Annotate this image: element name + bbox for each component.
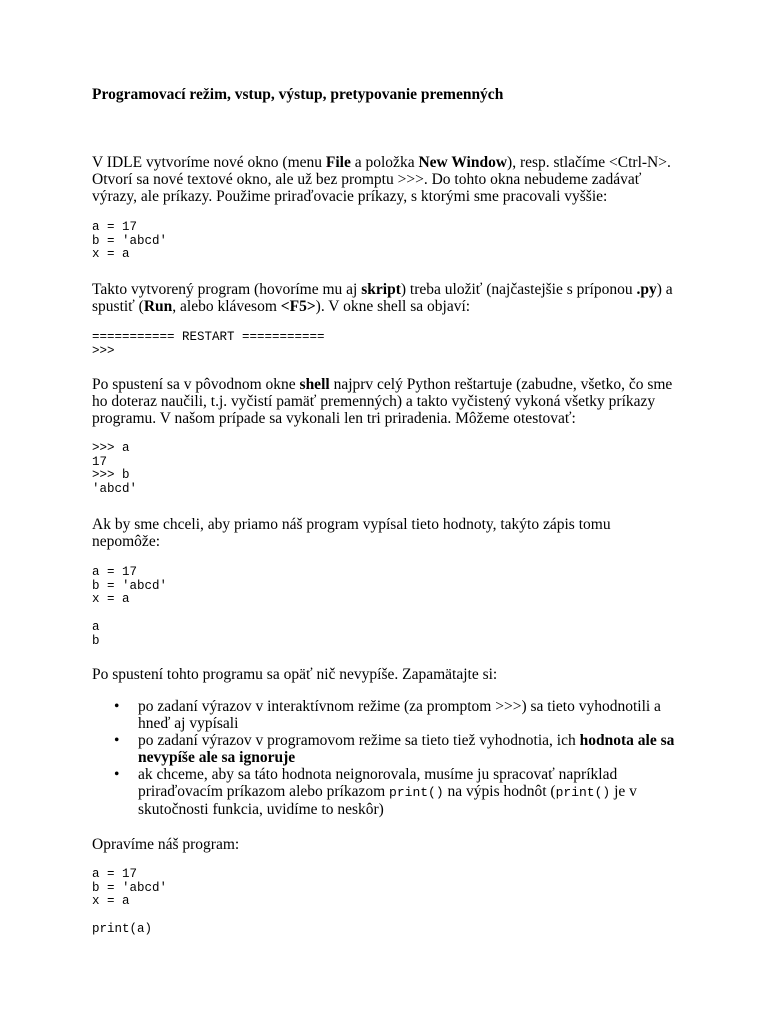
code-block-shell-test: >>> a 17 >>> b 'abcd' [92, 441, 138, 496]
text-run: po zadaní výrazov v interaktívnom režime (za promptom >>>) sa tieto vyhodnotili a hneď aj vypísali [138, 698, 661, 732]
code-block-assignments: a = 17 b = 'abcd' x = a [92, 220, 168, 262]
bullet-list [92, 698, 692, 818]
code-block-assignments-2: a = 17 b = 'abcd' x = a [92, 565, 168, 607]
text-run: ). V okne shell sa objaví: [315, 298, 471, 315]
bold-new-window: New Window [418, 154, 508, 171]
text-run: ak chceme, aby sa táto hodnota neignorovala, musíme ju spracovať napríklad priraďovacím príkazom alebo príkazom [138, 766, 618, 800]
bold-run: Run [143, 298, 173, 315]
text-run: najprv celý Python reštartuje (zabudne, všetko, čo sme ho doteraz naučili, t.j. vyčistí pamäť premenných) a takto vyčistený vykoná všetky príkazy programu. V našom prípade sa vykonali len tri priradenia. Môžeme otestovať: [92, 376, 673, 427]
inline-code-print: print() [555, 785, 611, 800]
bold-ignored-value: hodnota ale sa nevypíše ale sa ignoruje [138, 732, 675, 766]
list-item [92, 698, 692, 732]
paragraph-script [92, 281, 682, 315]
bullet-marker: • [114, 732, 120, 749]
text-run: Po spustení sa v pôvodnom okne [92, 376, 300, 393]
bold-shell: shell [299, 376, 330, 393]
code-block-expressions: a b [92, 620, 100, 648]
text-run: a položka [350, 154, 419, 171]
text-run: V IDLE vytvoríme nové okno (menu [92, 154, 326, 171]
paragraph-print-values: Ak by sme chceli, aby priamo náš program vypísal tieto hodnoty, takýto zápis tomu nepomôže: [92, 516, 611, 550]
code-block-restart: =========== RESTART =========== >>> [92, 330, 325, 358]
inline-code-print: print() [389, 785, 444, 800]
bullet-marker: • [114, 698, 120, 715]
text-run: je v skutočnosti funkcia, uvidíme to neskôr) [138, 783, 637, 818]
page-title: Programovací režim, vstup, výstup, pretypovanie premenných [92, 86, 504, 103]
paragraph-shell-restart [92, 376, 682, 427]
text-run: ) a spustiť ( [92, 281, 673, 315]
bold-py: .py [636, 281, 657, 298]
text-run: ), resp. stlačíme <Ctrl-N>. Otvorí sa nové textové okno, ale už bez promptu >>>. Do tohto okna nebudeme zadávať výrazy, ale príkazy. Použime priraďovacie príkazy, s ktorými sme pracovali vyššie: [92, 154, 671, 205]
code-block-print: print(a) [92, 922, 153, 936]
text-run: Takto vytvorený program (hovoríme mu aj [92, 281, 362, 298]
bold-skript: skript [361, 281, 401, 298]
text-run: na výpis hodnôt ( [443, 783, 556, 800]
bold-f5: <F5> [280, 298, 316, 315]
paragraph-idle-intro [92, 154, 682, 205]
code-block-assignments-3: a = 17 b = 'abcd' x = a [92, 867, 168, 909]
paragraph-fix-program: Opravíme náš program: [92, 836, 240, 853]
list-item [92, 732, 692, 766]
text-run: po zadaní výrazov v programovom režime sa tieto tiež vyhodnotia, ich [138, 732, 580, 749]
text-run: ) treba uložiť (najčastejšie s príponou [400, 281, 637, 298]
paragraph-remember: Po spustení tohto programu sa opäť nič nevypíše. Zapamätajte si: [92, 666, 498, 683]
bullet-marker: • [114, 766, 120, 783]
bold-file: File [325, 154, 351, 171]
text-run: , alebo klávesom [172, 298, 281, 315]
list-item [92, 766, 692, 818]
